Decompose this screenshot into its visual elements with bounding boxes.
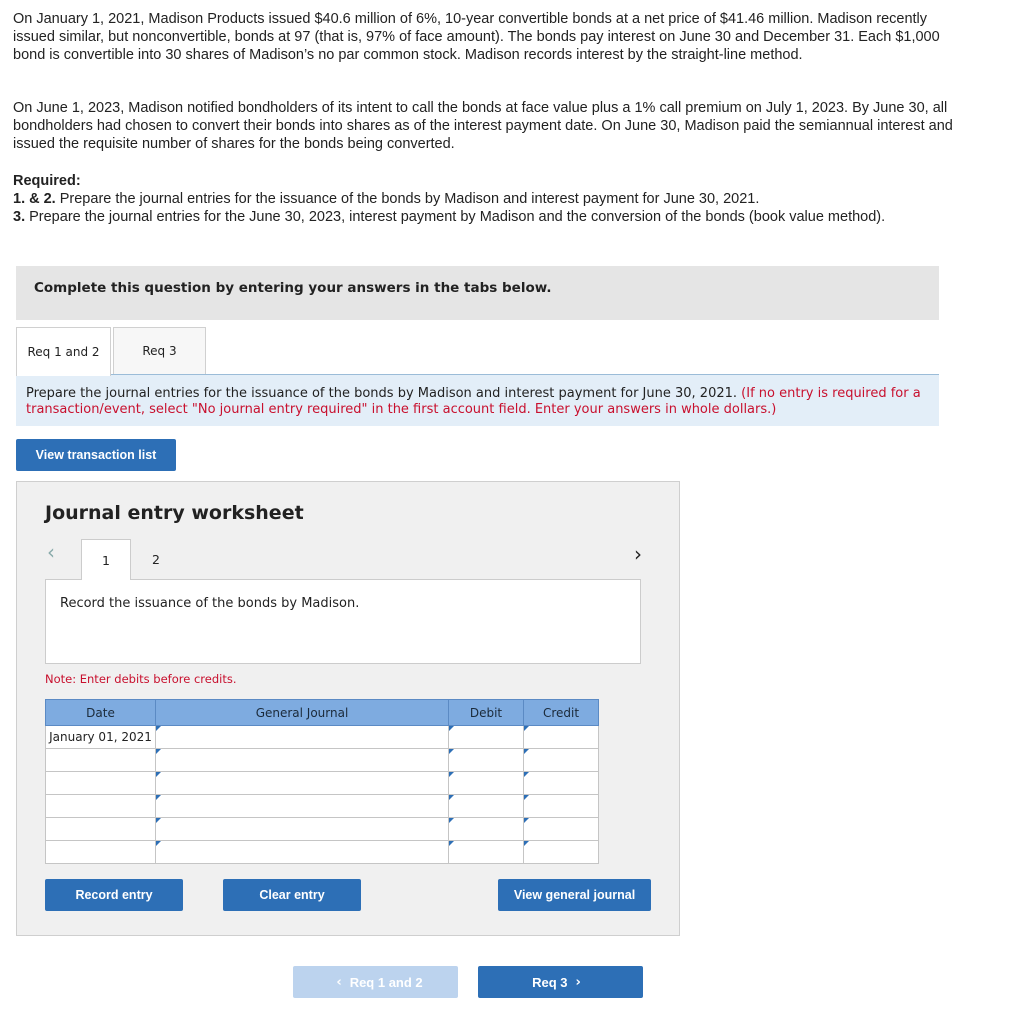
debit-input[interactable] <box>449 749 524 772</box>
debit-input[interactable] <box>449 772 524 795</box>
column-header-date: Date <box>46 700 156 726</box>
credit-input[interactable] <box>524 749 599 772</box>
record-entry-button[interactable]: Record entry <box>45 879 183 911</box>
credit-input[interactable] <box>524 818 599 841</box>
tab-instructions <box>16 374 939 426</box>
account-select[interactable] <box>156 726 449 749</box>
date-cell <box>46 841 156 864</box>
account-select[interactable] <box>156 818 449 841</box>
requirement-3 <box>13 208 963 226</box>
clear-entry-button[interactable]: Clear entry <box>223 879 361 911</box>
credit-input[interactable] <box>524 841 599 864</box>
date-cell: January 01, 2021 <box>46 726 156 749</box>
req-text: Prepare the journal entries for the issuance of the bonds by Madison and interest payment for June 30, 2021. <box>55 191 760 207</box>
account-select[interactable] <box>156 841 449 864</box>
table-row <box>46 726 599 749</box>
date-cell <box>46 749 156 772</box>
table-row <box>46 749 599 772</box>
problem-paragraph-1: On January 1, 2021, Madison Products issued $40.6 million of 6%, 10-year convertible bonds at a net price of $41.46 million. Madison recently issued similar, but nonconvertible, bonds at 97 (that is, 97% of face amount). The bonds pay interest on June 30 and December 31. Each $1,000 bond is convertible into 30 shares of Madison’s no par common stock. Madison records interest by the straight-line method. <box>13 11 940 63</box>
table-row <box>46 772 599 795</box>
table-row <box>46 795 599 818</box>
worksheet-page-1[interactable]: 1 <box>81 539 131 580</box>
req-number: 3. <box>13 209 26 225</box>
instruction-text: Prepare the journal entries for the issuance of the bonds by Madison and interest payment for June 30, 2021. <box>26 386 738 401</box>
problem-paragraph-2: On June 1, 2023, Madison notified bondholders of its intent to call the bonds at face value plus a 1% call premium on July 1, 2023. By June 30, all bondholders had chosen to convert their bonds into shares as of the interest payment date. On June 30, Madison paid the semiannual interest and issued the requisite number of shares for the bonds being converted. <box>13 100 953 152</box>
date-cell <box>46 795 156 818</box>
tab-req-3[interactable]: Req 3 <box>113 327 206 375</box>
prev-req-label: Req 1 and 2 <box>349 974 423 990</box>
instruction-note: (If no entry is required for a transaction/event, select "No journal entry required" in the first account field. Enter your answers in whole dollars.) <box>26 386 921 417</box>
journal-header-row <box>46 700 599 726</box>
account-select[interactable] <box>156 772 449 795</box>
journal-entry-worksheet <box>16 481 680 936</box>
table-row <box>46 818 599 841</box>
view-general-journal-button[interactable]: View general journal <box>498 879 651 911</box>
chevron-left-icon[interactable]: ‹ <box>47 540 55 564</box>
chevron-left-icon: ‹ <box>336 974 342 990</box>
requirement-1-2 <box>13 190 963 208</box>
credit-input[interactable] <box>524 726 599 749</box>
required-section <box>13 172 963 226</box>
required-heading: Required: <box>13 173 81 189</box>
date-cell <box>46 818 156 841</box>
journal-table <box>45 699 599 864</box>
debit-input[interactable] <box>449 841 524 864</box>
chevron-right-icon: › <box>575 974 581 990</box>
instructions-banner: Complete this question by entering your answers in the tabs below. <box>16 266 939 320</box>
column-header-general-journal: General Journal <box>156 700 449 726</box>
req-text: Prepare the journal entries for the June 30, 2023, interest payment by Madison and the conversion of the bonds (book value method). <box>25 209 886 225</box>
debit-input[interactable] <box>449 795 524 818</box>
prev-req-button[interactable] <box>293 966 458 998</box>
debit-input[interactable] <box>449 818 524 841</box>
req-number: 1. & 2. <box>13 191 56 207</box>
account-select[interactable] <box>156 795 449 818</box>
entry-prompt: Record the issuance of the bonds by Madison. <box>45 579 641 664</box>
debit-input[interactable] <box>449 726 524 749</box>
worksheet-page-2[interactable]: 2 <box>152 551 160 567</box>
credit-input[interactable] <box>524 772 599 795</box>
column-header-debit: Debit <box>449 700 524 726</box>
account-select[interactable] <box>156 749 449 772</box>
credit-input[interactable] <box>524 795 599 818</box>
column-header-credit: Credit <box>524 700 599 726</box>
tab-req-1-and-2[interactable]: Req 1 and 2 <box>16 327 111 376</box>
next-req-label: Req 3 <box>532 974 568 990</box>
worksheet-title: Journal entry worksheet <box>45 502 304 524</box>
view-transaction-list-button[interactable]: View transaction list <box>16 439 176 471</box>
date-cell <box>46 772 156 795</box>
chevron-right-icon[interactable]: › <box>634 542 642 566</box>
debits-note: Note: Enter debits before credits. <box>45 672 237 686</box>
table-row <box>46 841 599 864</box>
next-req-button[interactable] <box>478 966 643 998</box>
